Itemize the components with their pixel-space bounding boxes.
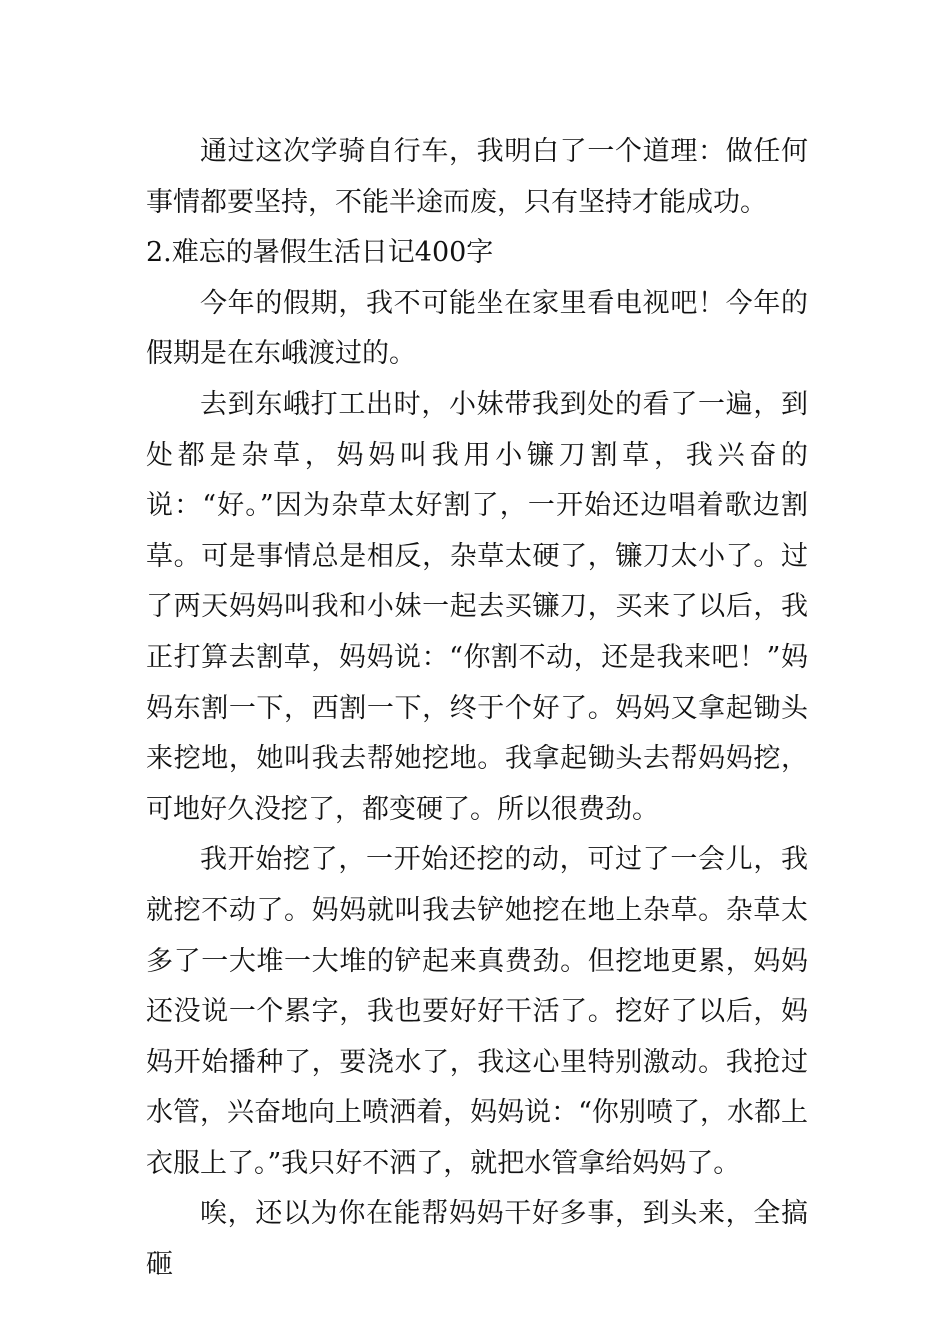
- paragraph-digging: 我开始挖了，一开始还挖的动，可过了一会儿，我就挖不动了。妈妈就叫我去铲她挖在地上杂草。杂草太多了一大堆一大堆的铲起来真费劲。但挖地更累，妈妈还没说一个累字，我也要好好干活了。挖好了以后，妈妈开始播种了，要浇水了，我这心里特别激动。我抢过水管，兴奋地向上喷洒着，妈妈说：“你别喷了，水都上衣服上了。”我只好不洒了，就把水管拿给妈妈了。: [146, 844, 808, 1179]
- section-heading: 2.难忘的暑假生活日记400字: [146, 237, 494, 269]
- paragraph-conclusion: 通过这次学骑自行车，我明白了一个道理：做任何事情都要坚持，不能半途而废，只有坚持才能成功。: [146, 136, 808, 218]
- paragraph-intro: 今年的假期，我不可能坐在家里看电视吧！今年的假期是在东峨渡过的。: [146, 287, 808, 370]
- document-body: [146, 127, 808, 1291]
- paragraph-ending: 唉，还以为你在能帮妈妈干好多事，到头来，全搞砸: [146, 1198, 808, 1281]
- paragraph-cutting-grass: 去到东峨打工出时，小妹带我到处的看了一遍，到处都是杂草，妈妈叫我用小镰刀割草，我兴奋的说：“好。”因为杂草太好割了，一开始还边唱着歌边割草。可是事情总是相反，杂草太硬了，镰刀太小了。过了两天妈妈叫我和小妹一起去买镰刀，买来了以后，我正打算去割草，妈妈说：“你割不动，还是我来吧！”妈妈东割一下，西割一下，终于个好了。妈妈又拿起锄头来挖地，她叫我去帮她挖地。我拿起锄头去帮妈妈挖，可地好久没挖了，都变硬了。所以很费劲。: [146, 388, 808, 825]
